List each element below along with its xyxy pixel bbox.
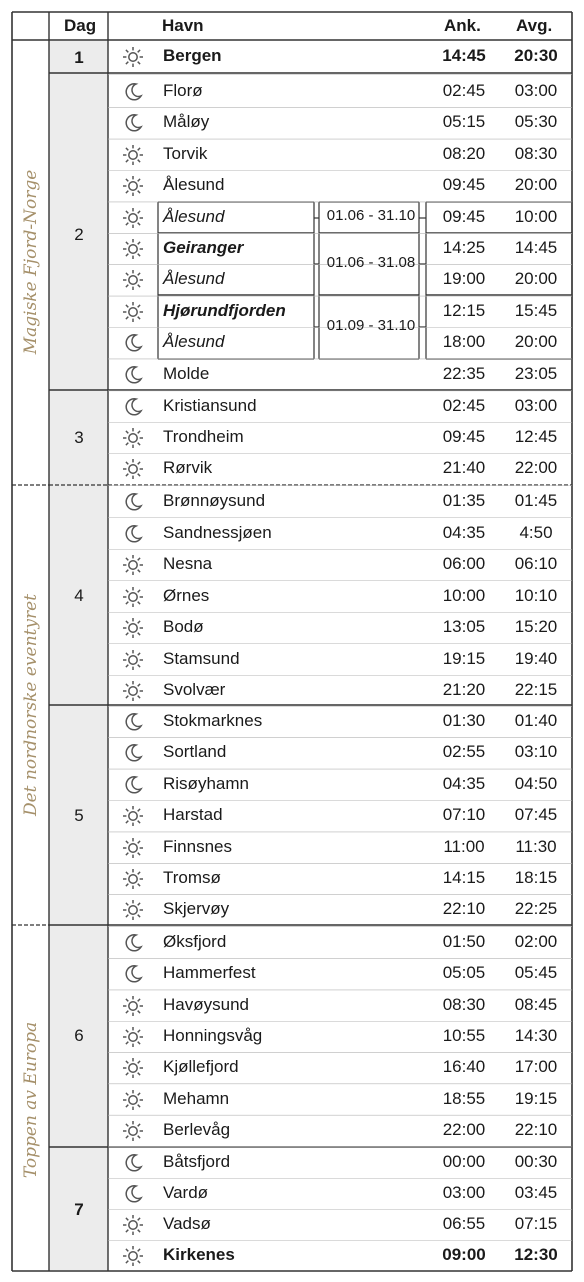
arrival-time: 09:45: [442, 427, 486, 446]
port-name: Stamsund: [163, 648, 240, 668]
date-range: 01.06 - 31.08: [326, 254, 416, 271]
moon-icon: [121, 1151, 145, 1175]
port-name: Båtsfjord: [163, 1152, 231, 1171]
departure-time: 14:30: [514, 1025, 558, 1045]
departure-time: 20:00: [514, 269, 558, 289]
port-name: Rørvik: [163, 458, 213, 477]
departure-time: 08:30: [514, 143, 558, 163]
departure-time: 02:00: [514, 932, 558, 951]
port-name: Trondheim: [163, 427, 244, 446]
port-name: Ålesund: [163, 206, 225, 226]
port-name: Havøysund: [163, 994, 249, 1014]
sun-icon: [121, 1088, 145, 1112]
port-name: Vadsø: [163, 1214, 211, 1233]
arrival-time: 08:30: [442, 994, 486, 1014]
port-name: Vardø: [163, 1183, 209, 1202]
arrival-time: 18:55: [442, 1088, 486, 1108]
departure-time: 20:30: [514, 46, 558, 65]
departure-time: 07:15: [514, 1214, 558, 1233]
moon-icon: [121, 111, 145, 135]
port-name: Nesna: [163, 554, 213, 573]
day-number: 2: [74, 225, 84, 244]
port-name: Kristiansund: [163, 396, 257, 415]
port-name: Ørnes: [163, 585, 210, 605]
sun-icon: [121, 679, 145, 703]
moon-icon: [121, 1182, 145, 1206]
departure-time: 4:50: [519, 522, 553, 542]
departure-time: 06:10: [514, 554, 558, 573]
port-name: Brønnøysund: [163, 491, 266, 510]
port-name: Bergen: [163, 46, 222, 65]
arrival-time: 02:45: [442, 81, 486, 100]
day-number: 3: [74, 428, 84, 447]
departure-time: 11:30: [515, 836, 557, 856]
departure-time: 22:15: [514, 680, 558, 699]
moon-icon: [121, 773, 145, 797]
arrival-time: 04:35: [442, 522, 486, 542]
departure-time: 01:45: [514, 491, 558, 510]
departure-time: 10:00: [514, 206, 558, 226]
departure-time: 05:45: [514, 963, 558, 983]
sun-icon: [121, 994, 145, 1018]
arrival-time: 05:05: [442, 963, 486, 983]
port-name: Molde: [163, 363, 210, 383]
arrival-time: 21:40: [442, 458, 486, 477]
arrival-time: 14:15: [442, 868, 486, 887]
departure-time: 22:25: [514, 899, 558, 919]
arrival-time: 06:55: [442, 1214, 486, 1233]
port-name: Måløy: [163, 112, 210, 132]
sun-icon: [121, 1244, 145, 1268]
moon-icon: [121, 490, 145, 514]
departure-time: 12:30: [514, 1245, 558, 1264]
arrival-time: 01:50: [442, 932, 486, 951]
port-name: Ålesund: [163, 332, 225, 352]
port-name: Kirkenes: [163, 1245, 235, 1264]
departure-time: 07:45: [514, 805, 558, 825]
port-name: Harstad: [163, 805, 223, 825]
port-name: Svolvær: [163, 680, 226, 699]
port-name: Hammerfest: [163, 963, 256, 983]
departure-time: 05:30: [514, 112, 558, 132]
section-label-toppen-av-europa: Toppen av Europa: [21, 1021, 41, 1179]
arrival-time: 10:55: [442, 1025, 486, 1045]
sun-icon: [121, 426, 145, 450]
arrival-time: 14:25: [442, 238, 486, 257]
departure-time: 03:10: [514, 742, 558, 762]
moon-icon: [121, 395, 145, 419]
arrival-time: 00:00: [442, 1152, 486, 1171]
arrival-time: 21:20: [442, 680, 486, 699]
header-avg: Avg.: [516, 16, 553, 35]
arrival-time: 02:55: [442, 742, 486, 762]
sun-icon: [121, 616, 145, 640]
arrival-time: 06:00: [442, 554, 486, 573]
arrival-time: 18:00: [442, 332, 486, 352]
arrival-time: 01:35: [442, 491, 486, 510]
port-name: Mehamn: [163, 1088, 230, 1108]
departure-time: 23:05: [514, 363, 558, 383]
header-ank: Ank.: [444, 16, 481, 35]
day-number: 7: [74, 1200, 84, 1219]
arrival-time: 09:45: [442, 175, 486, 195]
arrival-time: 19:15: [442, 648, 486, 668]
departure-time: 12:45: [514, 427, 558, 446]
sun-icon: [121, 804, 145, 828]
departure-time: 03:00: [514, 81, 558, 100]
arrival-time: 22:10: [442, 899, 486, 919]
port-name: Kjøllefjord: [163, 1057, 239, 1077]
departure-time: 22:00: [514, 458, 558, 477]
arrival-time: 16:40: [442, 1057, 486, 1077]
departure-time: 17:00: [514, 1057, 558, 1077]
sun-icon: [121, 174, 145, 198]
departure-time: 10:10: [514, 585, 558, 605]
arrival-time: 08:20: [442, 143, 486, 163]
sun-icon: [121, 1213, 145, 1237]
departure-time: 19:15: [514, 1088, 558, 1108]
departure-time: 14:45: [514, 238, 558, 257]
port-name: Honningsvåg: [163, 1025, 263, 1045]
sun-icon: [121, 237, 145, 261]
sun-icon: [121, 585, 145, 609]
port-name: Hjørundfjorden: [163, 300, 286, 320]
port-name: Sortland: [163, 742, 227, 762]
date-range: 01.06 - 31.10: [326, 207, 416, 224]
arrival-time: 22:35: [442, 363, 486, 383]
port-name: Øksfjord: [163, 932, 227, 951]
sun-icon: [121, 867, 145, 891]
departure-time: 01:40: [514, 711, 558, 730]
arrival-time: 11:00: [443, 836, 485, 856]
arrival-time: 05:15: [442, 112, 486, 132]
port-name: Ålesund: [163, 269, 225, 289]
arrival-time: 02:45: [442, 396, 486, 415]
sun-icon: [121, 1056, 145, 1080]
port-name: Ålesund: [163, 175, 225, 195]
sun-icon: [121, 457, 145, 481]
sun-icon: [121, 206, 145, 230]
departure-time: 03:00: [514, 396, 558, 415]
departure-time: 18:15: [514, 868, 558, 887]
port-name: Florø: [163, 81, 203, 100]
sun-icon: [121, 300, 145, 324]
date-range: 01.09 - 31.10: [326, 317, 416, 334]
port-name: Stokmarknes: [163, 711, 263, 730]
arrival-time: 10:00: [442, 585, 486, 605]
sun-icon: [121, 553, 145, 577]
section-label-det-nordnorske-eventyret: Det nordnorske eventyret: [21, 593, 41, 817]
arrival-time: 01:30: [442, 711, 486, 730]
arrival-time: 19:00: [442, 269, 486, 289]
moon-icon: [121, 710, 145, 734]
day-number: 6: [74, 1026, 84, 1045]
port-name: Geiranger: [163, 238, 244, 257]
arrival-time: 03:00: [442, 1183, 486, 1202]
departure-time: 15:20: [514, 617, 558, 636]
departure-time: 08:45: [514, 994, 558, 1014]
arrival-time: 13:05: [442, 617, 486, 636]
moon-icon: [121, 80, 145, 104]
sun-icon: [121, 268, 145, 292]
departure-time: 00:30: [514, 1152, 558, 1171]
port-name: Sandnessjøen: [163, 522, 272, 542]
port-name: Finnsnes: [163, 836, 232, 856]
port-name: Risøyhamn: [163, 773, 249, 793]
arrival-time: 14:45: [442, 46, 486, 65]
port-name: Bodø: [163, 617, 204, 636]
day-number: 1: [74, 48, 84, 67]
departure-time: 20:00: [514, 175, 558, 195]
sun-icon: [121, 45, 145, 69]
header-dag: Dag: [64, 16, 97, 35]
departure-time: 22:10: [514, 1119, 558, 1139]
sun-icon: [121, 648, 145, 672]
moon-icon: [121, 741, 145, 765]
arrival-time: 12:15: [442, 300, 486, 320]
day-number: 5: [74, 806, 84, 825]
departure-time: 03:45: [514, 1183, 558, 1202]
port-name: Berlevåg: [163, 1119, 231, 1139]
departure-time: 19:40: [514, 648, 558, 668]
moon-icon: [121, 522, 145, 546]
moon-icon: [121, 331, 145, 355]
sun-icon: [121, 898, 145, 922]
day-number: 4: [74, 586, 84, 605]
arrival-time: 07:10: [442, 805, 486, 825]
moon-icon: [121, 931, 145, 955]
arrival-time: 22:00: [442, 1119, 486, 1139]
sun-icon: [121, 836, 145, 860]
port-name: Tromsø: [163, 868, 221, 887]
moon-icon: [121, 363, 145, 387]
departure-time: 20:00: [514, 332, 558, 352]
arrival-time: 09:45: [442, 206, 486, 226]
sun-icon: [121, 143, 145, 167]
sun-icon: [121, 1119, 145, 1143]
departure-time: 04:50: [514, 773, 558, 793]
section-label-magiske-fjord-norge: Magiske Fjord-Norge: [21, 169, 41, 355]
port-name: Skjervøy: [163, 899, 230, 919]
moon-icon: [121, 962, 145, 986]
sun-icon: [121, 1025, 145, 1049]
arrival-time: 04:35: [442, 773, 486, 793]
header-havn: Havn: [162, 16, 204, 35]
arrival-time: 09:00: [442, 1245, 486, 1264]
departure-time: 15:45: [514, 300, 558, 320]
port-name: Torvik: [163, 143, 208, 163]
